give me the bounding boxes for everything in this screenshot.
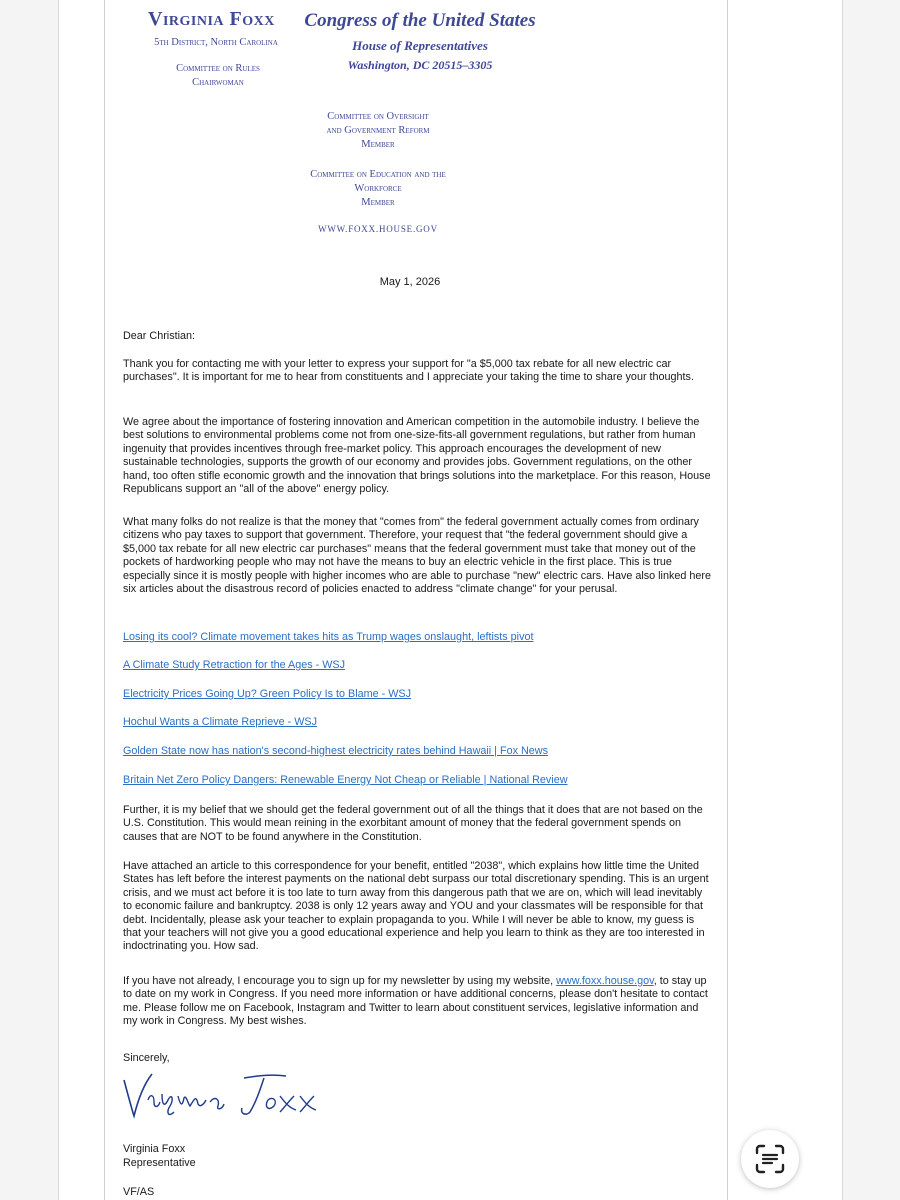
- committee-oversight-line: Committee on Oversight: [327, 111, 429, 122]
- paragraph-4: Further, it is my belief that we should get the federal government out of all the things that it does that are not based on the U.S. Constitution. This would mean reining in the exorbitant amount of money that the federal government spends on causes that are NOT to be found anywhere in the Constitution.: [123, 804, 703, 843]
- article-link[interactable]: A Climate Study Retraction for the Ages - WSJ: [123, 659, 346, 671]
- committee-education-role: Member: [361, 197, 395, 208]
- paragraph-2: We agree about the importance of fostering innovation and American competition in the automobile industry. I believe the best solutions to environmental problems come not from one-size-fits-all government regulations, but rather from human ingenuity that provides incentives through free-market policy. This approach encourages the development of new sustainable technologies, supports the growth of our economy and provides jobs. Government regulations, on the other hand, too often stifle economic growth and the innovation that brings solutions into the marketplace. For this reason, House Republicans support an "all of the above" energy policy.: [123, 416, 711, 496]
- congress-title: Congress of the United States: [304, 10, 536, 31]
- live-text-button[interactable]: [741, 1130, 799, 1188]
- article-link[interactable]: Electricity Prices Going Up? Green Policy Is to Blame - WSJ: [123, 688, 412, 700]
- committee-oversight-role: Member: [361, 139, 395, 150]
- signer-name: Virginia Foxx: [123, 1143, 186, 1155]
- paragraph-6: [123, 975, 713, 1029]
- signer-block: [123, 1142, 196, 1170]
- live-text-scan-icon: [755, 1144, 785, 1174]
- paragraph-6-text: , to stay up to date on my work in Congress. If you need more information or have additional concerns, please don't hesitate to contact me. Please follow me on Facebook, Instagram and Twitter to learn about constituent services, legislative information and my work in Congress. My best wishes.: [123, 975, 708, 1028]
- committee-oversight-line: and Government Reform: [326, 125, 430, 136]
- office-address: Washington, DC 20515–3305: [347, 58, 493, 72]
- salutation: Dear Christian:: [123, 330, 196, 342]
- paragraph-5: Have attached an article to this correspondence for your benefit, entitled "2038", which explains how little time the United States has left before the interest payments on the national debt surpass our total discretionary spending. This is an urgent crisis, and we must act before it is too late to turn away from this dangerous path that we are on, which will lead inevitably to economic failure and bankruptcy. 2038 is only 12 years away and YOU and your classmates will be responsible for that debt. Incidentally, please ask your teacher to explain propaganda to you. While I will never be able to know, my guess is that your teachers will not give you a good educational experience and help you learn to think as they are too interested in indoctrinating you. How sad.: [123, 860, 709, 953]
- house-title: House of Representatives: [352, 38, 488, 53]
- committee-education-line: Committee on Education and the: [310, 169, 446, 180]
- right-viewer-margin: [842, 0, 900, 1200]
- member-name: Virginia Foxx: [148, 8, 275, 30]
- closing: Sincerely,: [123, 1052, 170, 1064]
- district-label: 5th District, North Carolina: [154, 37, 278, 48]
- committee-education: [288, 168, 468, 210]
- typist-initials: VF/AS: [123, 1186, 155, 1198]
- paragraph-1: Thank you for contacting me with your letter to express your support for "a $5,000 tax rebate for all new electric car purchases". It is important for me to hear from constituents and I appreciate your taking the time to share your thoughts.: [123, 358, 694, 384]
- article-link[interactable]: Hochul Wants a Climate Reprieve - WSJ: [123, 716, 318, 728]
- left-viewer-margin: [0, 0, 59, 1200]
- committee-rules-role: Chairwoman: [192, 77, 244, 88]
- committee-education-line: Workforce: [354, 183, 402, 194]
- article-link[interactable]: Britain Net Zero Policy Dangers: Renewable Energy Not Cheap or Reliable | National Review: [123, 774, 568, 786]
- paragraph-3: What many folks do not realize is that the money that "comes from" the federal government actually comes from ordinary citizens who pay taxes to support that government. Therefore, your request that "the federal government should give a $5,000 tax rebate for all new electric car purchases" means that the federal government must take that money out of the pockets of hardworking people who may not have the means to buy an electric vehicle in the first place. This is true especially since it is mostly people with higher incomes who are able to purchase "new" electric cars. Have also linked here six articles about the disastrous record of policies enacted to address "climate change" for your perusal.: [123, 516, 711, 596]
- committee-oversight: [288, 110, 468, 152]
- article-link[interactable]: Losing its cool? Climate movement takes hits as Trump wages onslaught, leftists pivot: [123, 631, 534, 643]
- paragraph-6-text: If you have not already, I encourage you to sign up for my newsletter by using my website,: [123, 975, 557, 987]
- handwritten-signature: [118, 1060, 338, 1130]
- committee-rules: [150, 62, 286, 90]
- website-link[interactable]: www.foxx.house.gov: [556, 975, 654, 987]
- letterhead-website: WWW.FOXX.HOUSE.GOV: [318, 224, 438, 234]
- article-link[interactable]: Golden State now has nation's second-highest electricity rates behind Hawaii | Fox News: [123, 745, 548, 757]
- letter-date: May 1, 2026: [379, 276, 441, 288]
- signer-title: Representative: [123, 1157, 196, 1169]
- committee-rules-line: Committee on Rules: [176, 63, 260, 74]
